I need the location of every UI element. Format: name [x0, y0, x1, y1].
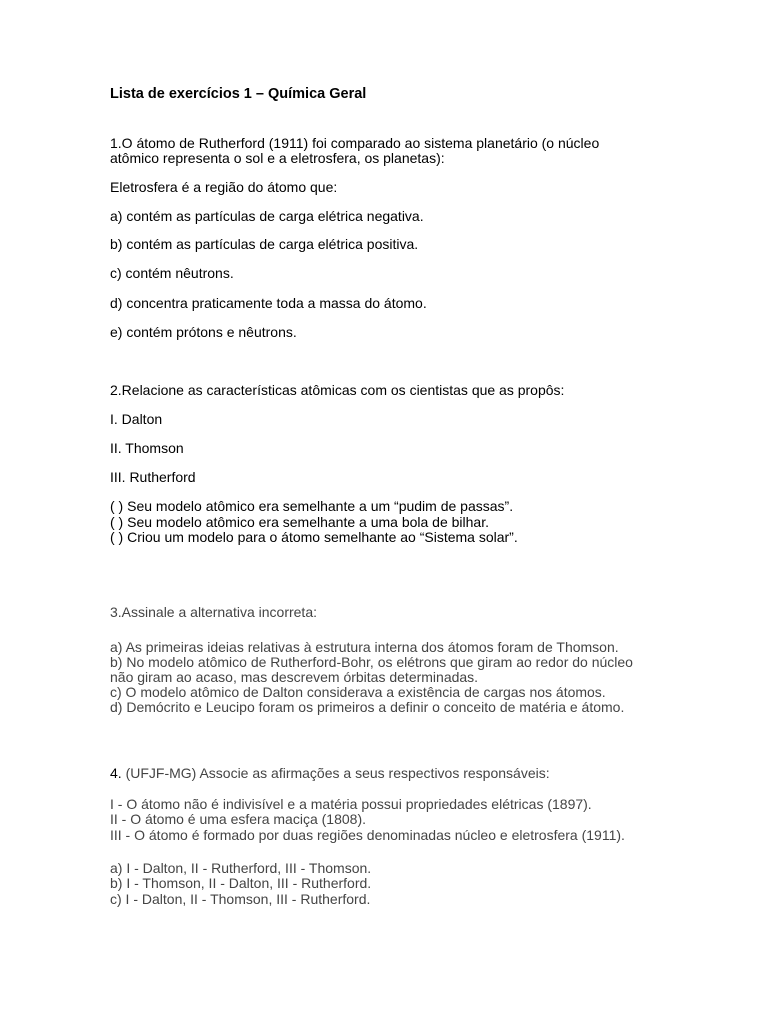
- q3-option-d: d) Demócrito e Leucipo foram os primeiros a definir o conceito de matéria e átomo.: [110, 699, 625, 715]
- q3-option-b-line-1: b) No modelo atômico de Rutherford-Bohr, os elétrons que giram ao redor do núcleo: [110, 654, 633, 670]
- q4-option-a: a) I - Dalton, II - Rutherford, III - Thomson.: [110, 860, 372, 876]
- q1-option-c: c) contém nêutrons.: [110, 265, 234, 281]
- q3-option-a: a) As primeiras ideias relativas à estrutura interna dos átomos foram de Thomson.: [110, 639, 619, 655]
- q1-option-e: e) contém prótons e nêutrons.: [110, 324, 297, 340]
- q3-option-b-line-2: não giram ao acaso, mas descrevem órbitas determinadas.: [110, 669, 479, 685]
- q1-option-a: a) contém as partículas de carga elétrica negativa.: [110, 208, 424, 224]
- q1-stem: Eletrosfera é a região do átomo que:: [110, 179, 338, 195]
- document-title: Lista de exercícios 1 – Química Geral: [110, 86, 367, 102]
- q4-prompt: (UFJF-MG) Associe as afirmações a seus respectivos responsáveis:: [121, 765, 550, 781]
- q4-statement-2: II - O átomo é uma esfera maciça (1808).: [110, 811, 366, 827]
- q1-option-b: b) contém as partículas de carga elétrica positiva.: [110, 236, 419, 252]
- q2-statement-1: ( ) Seu modelo atômico era semelhante a um “pudim de passas”.: [110, 498, 514, 514]
- q2-prompt: 2.Relacione as características atômicas com os cientistas que as propôs:: [110, 382, 565, 398]
- q4-number: 4.: [110, 765, 122, 781]
- q2-statement-3: ( ) Criou um modelo para o átomo semelhante ao “Sistema solar”.: [110, 529, 518, 545]
- q2-statement-2: ( ) Seu modelo atômico era semelhante a uma bola de bilhar.: [110, 514, 489, 530]
- q2-scientist-3: III. Rutherford: [110, 469, 196, 485]
- q1-prompt-line-2: atômico representa o sol e a eletrosfera, os planetas):: [110, 150, 445, 166]
- q4-statement-3: III - O átomo é formado por duas regiões denominadas núcleo e eletrosfera (1911).: [110, 827, 625, 843]
- q1-option-d: d) concentra praticamente toda a massa do átomo.: [110, 295, 427, 311]
- q2-scientist-1: I. Dalton: [110, 411, 163, 427]
- q4-option-b: b) I - Thomson, II - Dalton, III - Rutherford.: [110, 875, 372, 891]
- q2-scientist-2: II. Thomson: [110, 440, 184, 456]
- q4-option-c: c) I - Dalton, II - Thomson, III - Rutherford.: [110, 891, 371, 907]
- q4-statement-1: I - O átomo não é indivisível e a matéria possui propriedades elétricas (1897).: [110, 796, 592, 812]
- q1-prompt-line-1: 1.O átomo de Rutherford (1911) foi comparado ao sistema planetário (o núcleo: [110, 135, 600, 151]
- q3-option-c: c) O modelo atômico de Dalton considerava a existência de cargas nos átomos.: [110, 684, 606, 700]
- q3-prompt: 3.Assinale a alternativa incorreta:: [110, 604, 317, 620]
- q4-prompt-line: [110, 766, 550, 781]
